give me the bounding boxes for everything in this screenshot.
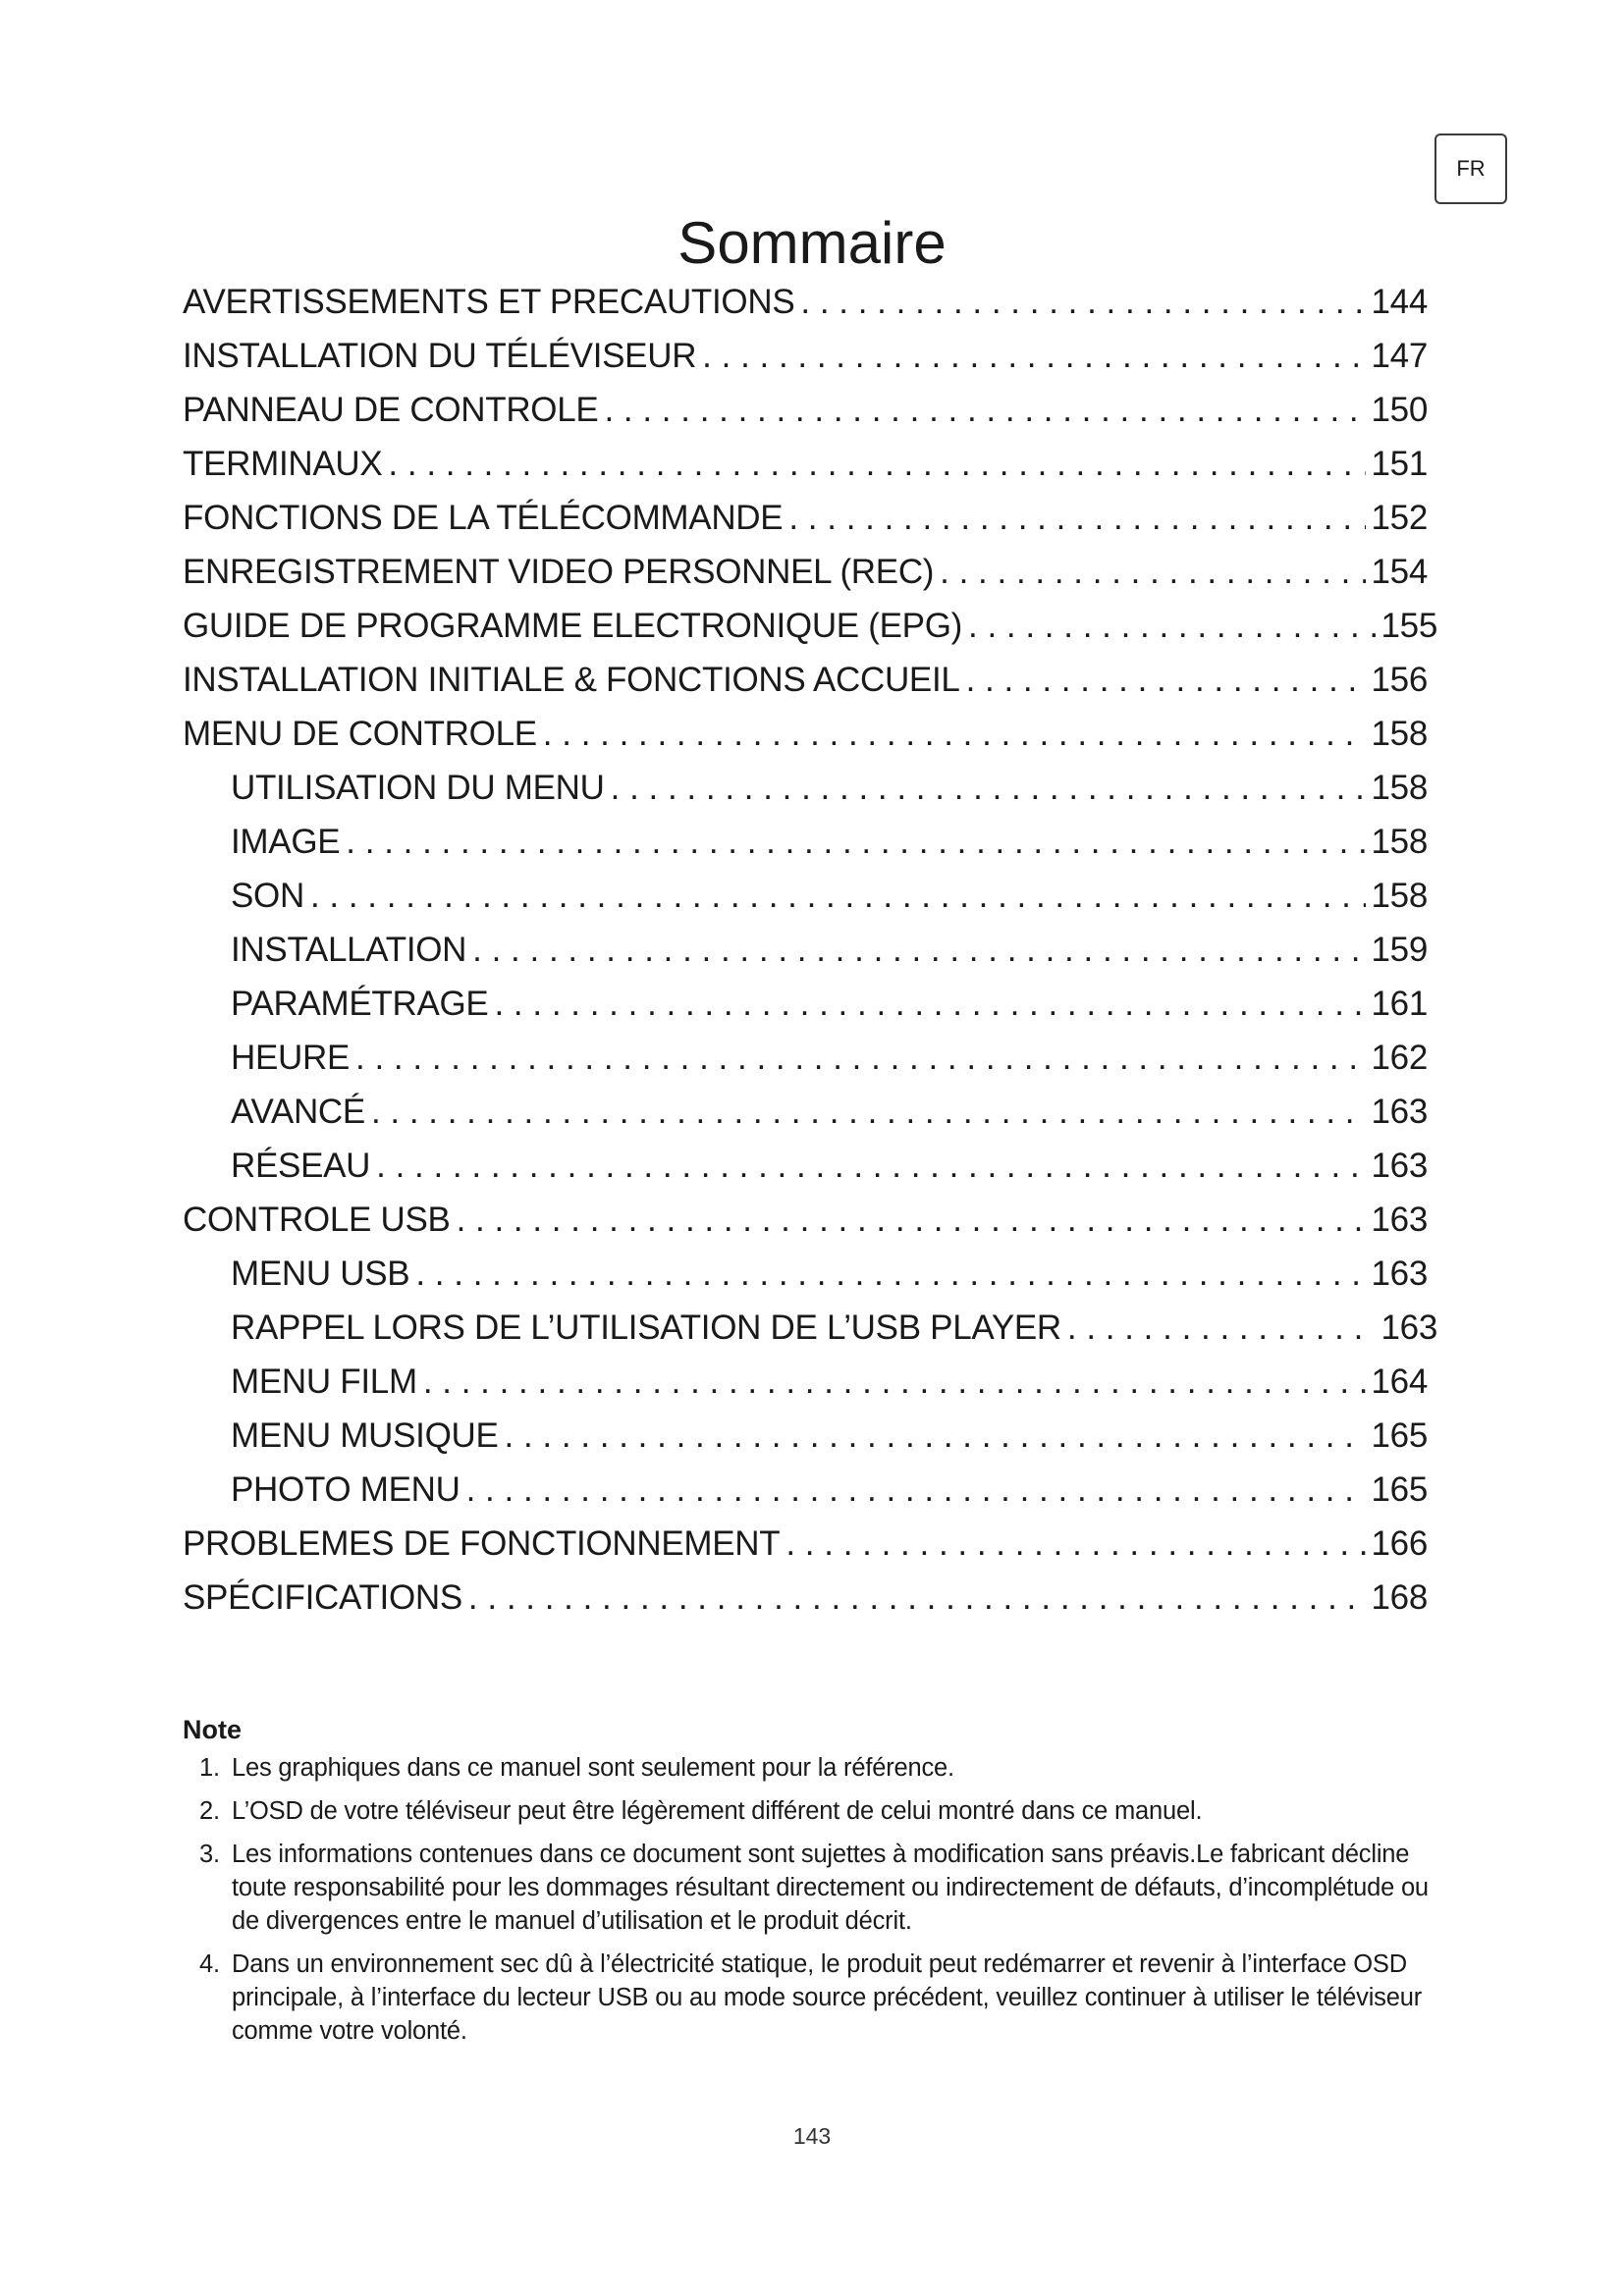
toc-entry[interactable] <box>183 545 1428 599</box>
toc-entry[interactable] <box>183 1409 1428 1463</box>
toc-entry-label: INSTALLATION DU TÉLÉVISEUR <box>183 337 697 375</box>
toc-dot-leader <box>968 599 1376 653</box>
toc-entry-page: 156 <box>1371 661 1428 699</box>
toc-entry[interactable] <box>183 1463 1428 1517</box>
toc-entry-page: 163 <box>1371 1147 1428 1185</box>
toc-dot-leader <box>371 1085 1366 1139</box>
toc-entry[interactable] <box>183 815 1428 869</box>
toc-entry[interactable] <box>183 977 1428 1031</box>
toc-entry[interactable] <box>183 653 1428 707</box>
toc-entry-page: 152 <box>1371 499 1428 537</box>
toc-entry-label: MENU DE CONTROLE <box>183 715 537 753</box>
note-item-number: 2. <box>199 1797 220 1825</box>
toc-dot-leader <box>494 977 1365 1031</box>
toc-entry[interactable] <box>183 923 1428 977</box>
toc-entry-page: 154 <box>1371 553 1428 591</box>
note-item-number: 3. <box>199 1841 220 1868</box>
page-title: Sommaire <box>677 210 947 276</box>
toc-dot-leader <box>604 383 1365 437</box>
toc-entry-label: SON <box>231 877 304 915</box>
toc-entry-page: 163 <box>1371 1255 1428 1293</box>
toc-entry-label: HEURE <box>231 1039 351 1077</box>
toc-entry[interactable] <box>183 1247 1428 1301</box>
toc-dot-leader <box>388 437 1365 491</box>
toc-entry-page: 165 <box>1371 1416 1428 1455</box>
toc-entry-label: TERMINAUX <box>183 445 383 483</box>
language-badge: FR <box>1435 133 1507 204</box>
toc-dot-leader <box>543 707 1366 761</box>
note-section <box>183 1710 1430 2057</box>
toc-entry[interactable] <box>183 491 1428 545</box>
note-item-number: 4. <box>199 1950 220 1978</box>
toc-entry-label: MENU FILM <box>231 1362 417 1401</box>
toc-entry[interactable] <box>183 437 1428 491</box>
toc-entry-label: RÉSEAU <box>231 1147 371 1185</box>
toc-entry[interactable] <box>183 1301 1437 1355</box>
toc-entry-label: FONCTIONS DE LA TÉLÉCOMMANDE <box>183 499 784 537</box>
toc-dot-leader <box>415 1247 1365 1301</box>
note-item-text: L’OSD de votre téléviseur peut être légèrement différent de celui montré dans ce manuel. <box>232 1797 1203 1825</box>
toc-entry-page: 155 <box>1380 607 1437 645</box>
toc-dot-leader <box>702 329 1365 383</box>
toc-entry-page: 158 <box>1371 715 1428 753</box>
toc-dot-leader <box>940 545 1365 599</box>
toc-dot-leader <box>785 1517 1365 1571</box>
toc-entry-page: 158 <box>1371 823 1428 861</box>
toc-entry-label: GUIDE DE PROGRAMME ELECTRONIQUE (EPG) <box>183 607 962 645</box>
toc-entry-label: AVANCÉ <box>231 1093 365 1131</box>
toc-dot-leader <box>423 1355 1366 1409</box>
toc-dot-leader <box>468 1571 1366 1625</box>
table-of-contents <box>183 275 1437 1625</box>
toc-entry-label: INSTALLATION INITIALE & FONCTIONS ACCUEIL <box>183 661 960 699</box>
note-list <box>183 1751 1430 2048</box>
note-item-text: Dans un environnement sec dû à l’électricité statique, le produit peut redémarrer et revenir à l’interface OSD principale, à l’interface du lecteur USB ou au mode source précédent, veuillez continuer à utiliser le téléviseur comme votre volonté. <box>232 1950 1422 2045</box>
toc-entry[interactable] <box>183 383 1428 437</box>
toc-entry[interactable] <box>183 275 1428 329</box>
toc-dot-leader <box>355 1031 1365 1085</box>
toc-entry-label: SPÉCIFICATIONS <box>183 1578 462 1617</box>
note-item <box>183 1751 1430 1785</box>
toc-entry-label: PARAMÉTRAGE <box>231 985 489 1023</box>
toc-entry-page: 158 <box>1371 769 1428 807</box>
toc-entry[interactable] <box>183 761 1428 815</box>
toc-entry[interactable] <box>183 599 1437 653</box>
toc-entry-page: 163 <box>1371 1201 1428 1239</box>
page-number: 143 <box>792 2123 832 2149</box>
toc-entry-label: MENU USB <box>231 1255 410 1293</box>
toc-entry-page: 162 <box>1371 1039 1428 1077</box>
toc-dot-leader <box>1067 1301 1376 1355</box>
toc-dot-leader <box>457 1193 1366 1247</box>
toc-dot-leader <box>966 653 1366 707</box>
toc-entry[interactable] <box>183 1193 1428 1247</box>
note-item <box>183 1838 1430 1938</box>
toc-entry-page: 166 <box>1371 1524 1428 1563</box>
toc-entry-page: 147 <box>1371 337 1428 375</box>
note-item <box>183 1794 1430 1828</box>
toc-entry[interactable] <box>183 1517 1428 1571</box>
toc-entry[interactable] <box>183 869 1428 923</box>
toc-entry-page: 164 <box>1371 1362 1428 1401</box>
toc-entry-page: 163 <box>1380 1308 1437 1347</box>
toc-entry[interactable] <box>183 329 1428 383</box>
toc-entry-label: CONTROLE USB <box>183 1201 451 1239</box>
toc-dot-leader <box>472 923 1365 977</box>
toc-entry-label: RAPPEL LORS DE L’UTILISATION DE L’USB PLAYER <box>231 1308 1061 1347</box>
note-title: Note <box>183 1715 242 1744</box>
note-item-text: Les graphiques dans ce manuel sont seulement pour la référence. <box>232 1754 954 1782</box>
toc-entry[interactable] <box>183 1085 1428 1139</box>
toc-entry[interactable] <box>183 1031 1428 1085</box>
toc-entry-label: INSTALLATION <box>231 931 467 969</box>
toc-entry[interactable] <box>183 1139 1428 1193</box>
note-item-text: Les informations contenues dans ce document sont sujettes à modification sans préavis.Le fabricant décline toute responsabilité pour les dommages résultant directement ou indirectement de défauts, d’incomplétude ou de divergences entre le manuel d’utilisation et le produit décrit. <box>232 1841 1429 1935</box>
toc-entry-page: 163 <box>1371 1093 1428 1131</box>
toc-entry-label: PROBLEMES DE FONCTIONNEMENT <box>183 1524 781 1563</box>
toc-entry-page: 168 <box>1371 1578 1428 1617</box>
toc-dot-leader <box>376 1139 1365 1193</box>
toc-dot-leader <box>505 1409 1366 1463</box>
toc-entry-page: 159 <box>1371 931 1428 969</box>
toc-entry[interactable] <box>183 707 1428 761</box>
note-item <box>183 1948 1430 2048</box>
toc-entry-label: ENREGISTREMENT VIDEO PERSONNEL (REC) <box>183 553 935 591</box>
toc-entry-label: IMAGE <box>231 823 341 861</box>
toc-entry-page: 165 <box>1371 1470 1428 1509</box>
toc-entry-page: 158 <box>1371 877 1428 915</box>
toc-entry-page: 144 <box>1371 283 1428 321</box>
toc-entry-page: 151 <box>1371 445 1428 483</box>
toc-dot-leader <box>346 815 1365 869</box>
note-item-number: 1. <box>199 1754 220 1782</box>
toc-dot-leader <box>800 275 1365 329</box>
toc-entry-page: 150 <box>1371 391 1428 429</box>
toc-entry-label: PANNEAU DE CONTROLE <box>183 391 599 429</box>
toc-dot-leader <box>611 761 1366 815</box>
toc-dot-leader <box>788 491 1365 545</box>
toc-entry[interactable] <box>183 1571 1428 1625</box>
toc-entry-label: AVERTISSEMENTS ET PRECAUTIONS <box>183 283 795 321</box>
toc-entry-label: UTILISATION DU MENU <box>231 769 605 807</box>
toc-entry-label: MENU MUSIQUE <box>231 1416 499 1455</box>
toc-dot-leader <box>310 869 1366 923</box>
toc-entry-page: 161 <box>1371 985 1428 1023</box>
toc-dot-leader <box>466 1463 1366 1517</box>
toc-entry-label: PHOTO MENU <box>231 1470 460 1509</box>
toc-entry[interactable] <box>183 1355 1428 1409</box>
